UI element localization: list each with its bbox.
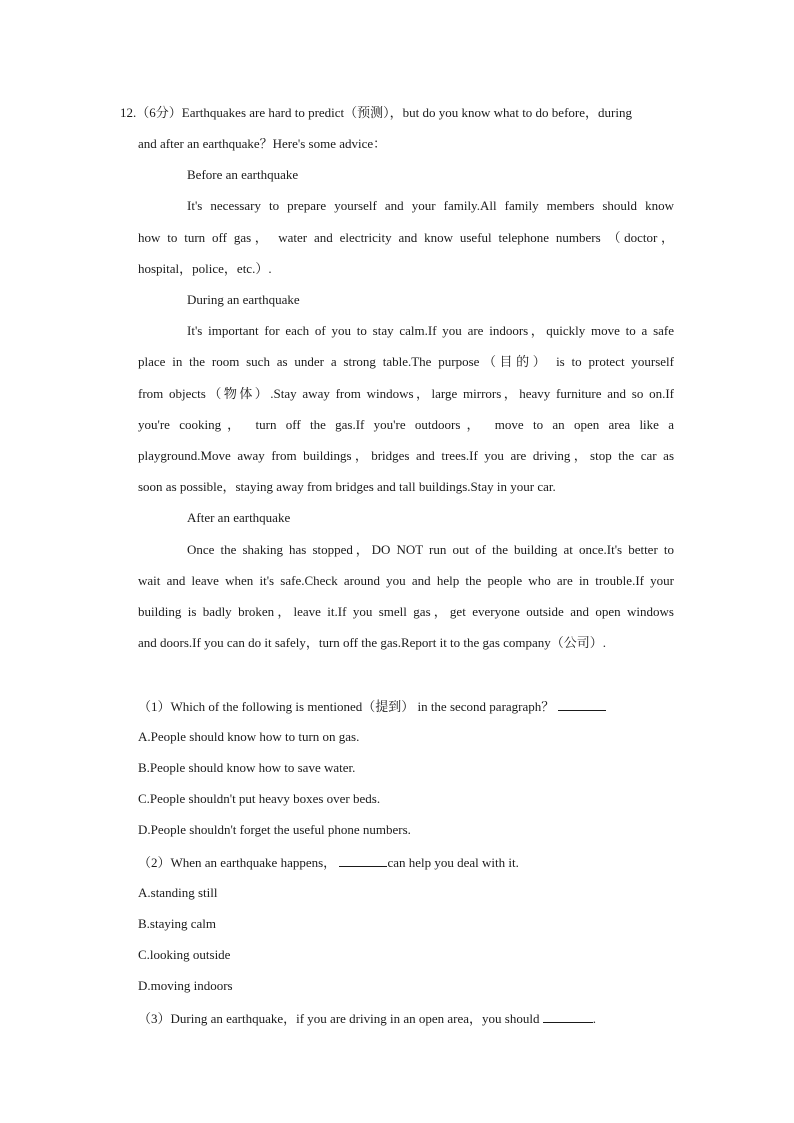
q3-stem-post: .	[592, 1011, 596, 1026]
before-paragraph-line: how to turn off gas， water and electricity and know useful telephone numbers （doctor，	[138, 230, 674, 245]
q3-stem	[138, 1010, 698, 1028]
during-paragraph-line: from objects（物体）.Stay away from windows，large mirrors，heavy furniture and so on.If	[138, 386, 674, 401]
q1-option-b: B.People should know how to save water.	[138, 760, 356, 775]
q1-stem	[138, 698, 698, 716]
after-paragraph-line: and doors.If you can do it safely，turn off the gas.Report it to the gas company（公司）.	[138, 635, 607, 650]
during-paragraph-line: It's important for each of you to stay calm.If you are indoors，quickly move to a safe	[187, 323, 674, 338]
heading-after: After an earthquake	[187, 510, 291, 525]
q1-stem-text: （1）Which of the following is mentioned（提到） in the second paragraph？	[138, 699, 555, 714]
heading-before: Before an earthquake	[187, 167, 299, 182]
after-paragraph-line: Once the shaking has stopped，DO NOT run out of the building at once.It's better to	[187, 542, 674, 557]
question-header-continued: and after an earthquake？Here's some advice：	[138, 136, 387, 151]
before-paragraph-line: hospital，police，etc.）.	[138, 261, 272, 276]
q3-answer-blank[interactable]	[543, 1010, 593, 1023]
q2-option-a: A.standing still	[138, 885, 218, 900]
heading-during: During an earthquake	[187, 292, 300, 307]
q2-option-c: C.looking outside	[138, 947, 231, 962]
q2-option-d: D.moving indoors	[138, 978, 233, 993]
during-paragraph-line: place in the room such as under a strong table.The purpose（目的） is to protect yourself	[138, 354, 674, 369]
q1-option-c: C.People shouldn't put heavy boxes over beds.	[138, 791, 381, 806]
q2-answer-blank[interactable]	[339, 854, 387, 867]
question-header: 12.（6分）Earthquakes are hard to predict（预测），but do you know what to do before，during	[120, 105, 632, 120]
q1-answer-blank[interactable]	[558, 698, 606, 711]
q2-stem-post: can help you deal with it.	[387, 855, 519, 870]
q3-stem-pre: （3）During an earthquake，if you are driving in an open area，you should	[138, 1011, 540, 1026]
q2-stem-pre: （2）When an earthquake happens，	[138, 855, 337, 870]
after-paragraph-line: building is badly broken，leave it.If you smell gas，get everyone outside and open windows	[138, 604, 674, 619]
q1-option-a: A.People should know how to turn on gas.	[138, 729, 360, 744]
after-paragraph-line: wait and leave when it's safe.Check around you and help the people who are in trouble.If your	[138, 573, 674, 588]
during-paragraph-line: playground.Move away from buildings，bridges and trees.If you are driving，stop the car as	[138, 448, 674, 463]
q2-option-b: B.staying calm	[138, 916, 216, 931]
during-paragraph-line: you're cooking， turn off the gas.If you're outdoors， move to an open area like a	[138, 417, 674, 432]
q2-stem	[138, 854, 698, 872]
during-paragraph-line: soon as possible，staying away from bridges and tall buildings.Stay in your car.	[138, 479, 556, 494]
before-paragraph-line: It's necessary to prepare yourself and your family.All family members should know	[187, 198, 674, 213]
q1-option-d: D.People shouldn't forget the useful phone numbers.	[138, 822, 411, 837]
